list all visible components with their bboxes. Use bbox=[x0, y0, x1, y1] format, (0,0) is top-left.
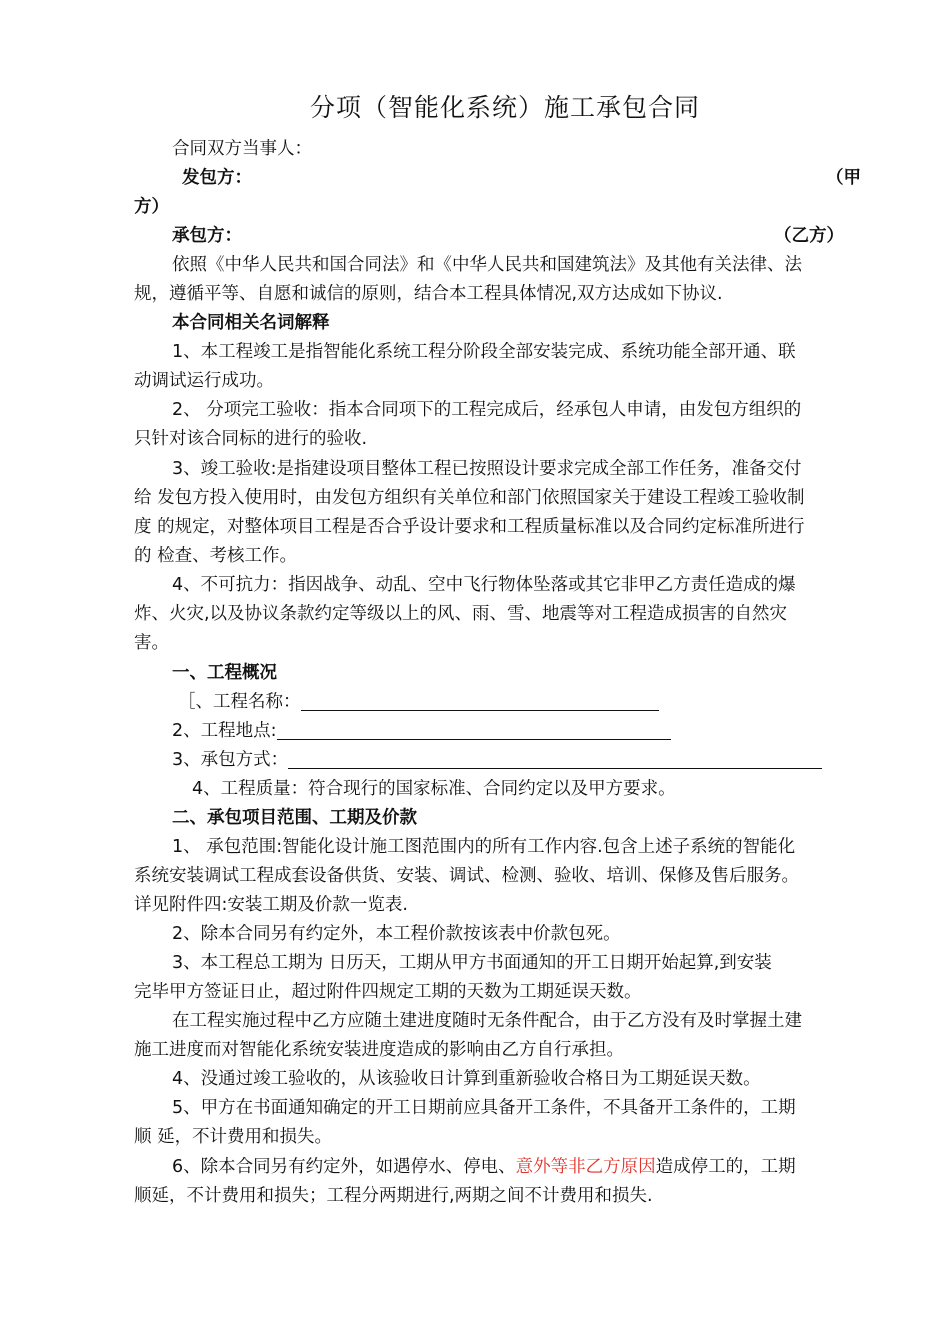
definitions-heading: 本合同相关名词解释 bbox=[172, 313, 330, 333]
contractor-label: 承包方： bbox=[172, 226, 242, 246]
definition-3-line-3: 度 的规定，对整体项目工程是否合乎设计要求和工程质量标准以及合同约定标准所进行 bbox=[134, 517, 805, 537]
definition-4-line-1: 4、不可抗力：指因战争、动乱、空中飞行物体坠落或其它非甲乙方责任造成的爆 bbox=[172, 575, 796, 595]
project-location-label: 2、工程地点: bbox=[172, 721, 277, 741]
project-location-blank bbox=[277, 719, 671, 740]
definition-1-line-1: 1、本工程竣工是指智能化系统工程分阶段全部安装完成、系统功能全部开通、联 bbox=[172, 342, 796, 362]
scope-1-line-2: 系统安装调试工程成套设备供货、安装、调试、检测、验收、培训、保修及售后服务。 bbox=[134, 866, 799, 886]
definition-3-line-4: 的 检查、考核工作。 bbox=[134, 546, 298, 566]
overview-heading: 一、工程概况 bbox=[172, 663, 277, 683]
definition-3-line-2: 给 发包方投入使用时，由发包方组织有关单位和部门依照国家关于建设工程竣工验收制 bbox=[134, 488, 805, 508]
definition-2-line-2: 只针对该合同标的进行的验收. bbox=[134, 429, 368, 449]
project-name-blank bbox=[301, 690, 659, 711]
scope-6-line-1 bbox=[172, 1152, 874, 1182]
scope-5-line-2: 顺 延，不计费用和损失。 bbox=[134, 1127, 333, 1147]
definition-2-line-1: 2、 分项完工验收：指本合同项下的工程完成后，经承包人申请，由发包方组织的 bbox=[172, 400, 802, 420]
scope-2: 2、除本合同另有约定外，本工程价款按该表中价款包死。 bbox=[172, 924, 621, 944]
project-location-row bbox=[172, 716, 692, 746]
scope-6-text-a: 6、除本合同另有约定外，如遇停水、停电、 bbox=[172, 1157, 516, 1177]
contractor-suffix: （乙方） bbox=[774, 226, 844, 246]
employer-label: 发包方： bbox=[182, 168, 252, 188]
scope-1-line-3: 详见附件四:安装工期及价款一览表. bbox=[134, 895, 408, 915]
scope-6-highlight: 意外等非乙方原因 bbox=[515, 1157, 656, 1177]
scope-6-text-b: 造成停工的，工期 bbox=[655, 1157, 796, 1177]
definition-4-line-2: 炸、火灾,以及协议条款约定等级以上的风、雨、雪、地震等对工程造成损害的自然灾 bbox=[134, 604, 788, 624]
scope-4: 4、没通过竣工验收的，从该验收日计算到重新验收合格日为工期延误天数。 bbox=[172, 1069, 761, 1089]
scope-1-line-1: 1、 承包范围:智能化设计施工图范围内的所有工作内容.包含上述子系统的智能化 bbox=[172, 837, 796, 857]
cooperation-line-1: 在工程实施过程中乙方应随土建进度随时无条件配合，由于乙方没有及时掌握土建 bbox=[172, 1011, 802, 1031]
definition-4-line-3: 害。 bbox=[134, 633, 169, 653]
basis-line-1: 依照《中华人民共和国合同法》和《中华人民共和国建筑法》及其他有关法律、法 bbox=[172, 255, 802, 275]
page-title: 分项（智能化系统）施工承包合同 bbox=[309, 93, 700, 122]
scope-6-line-2: 顺延，不计费用和损失；工程分两期进行,两期之间不计费用和损失. bbox=[134, 1186, 653, 1206]
contract-method-label: 3、承包方式： bbox=[172, 750, 289, 770]
contract-method-row bbox=[172, 745, 852, 775]
project-quality: 4、工程质量：符合现行的国家标准、合同约定以及甲方要求。 bbox=[192, 779, 676, 799]
cooperation-line-2: 施工进度而对智能化系统安装进度造成的影响由乙方自行承担。 bbox=[134, 1040, 624, 1060]
scope-heading: 二、承包项目范围、工期及价款 bbox=[172, 808, 417, 828]
contract-method-blank bbox=[288, 748, 822, 769]
parties-intro: 合同双方当事人： bbox=[172, 139, 312, 159]
employer-suffix-1: （甲 bbox=[826, 168, 861, 188]
project-name-row bbox=[178, 687, 678, 717]
definition-3-line-1: 3、竣工验收:是指建设项目整体工程已按照设计要求完成全部工作任务，准备交付 bbox=[172, 459, 802, 479]
basis-line-2: 规，遵循平等、自愿和诚信的原则，结合本工程具体情况,双方达成如下协议. bbox=[134, 284, 723, 304]
definition-1-line-2: 动调试运行成功。 bbox=[134, 371, 274, 391]
project-name-label: ［、工程名称： bbox=[178, 692, 301, 712]
scope-3-line-2: 完毕甲方签证日止，超过附件四规定工期的天数为工期延误天数。 bbox=[134, 982, 642, 1002]
scope-3-line-1: 3、本工程总工期为 日历天，工期从甲方书面通知的开工日期开始起算,到安装 bbox=[172, 953, 772, 973]
scope-5-line-1: 5、甲方在书面通知确定的开工日期前应具备开工条件，不具备开工条件的，工期 bbox=[172, 1098, 796, 1118]
employer-suffix-2: 方） bbox=[134, 197, 169, 217]
